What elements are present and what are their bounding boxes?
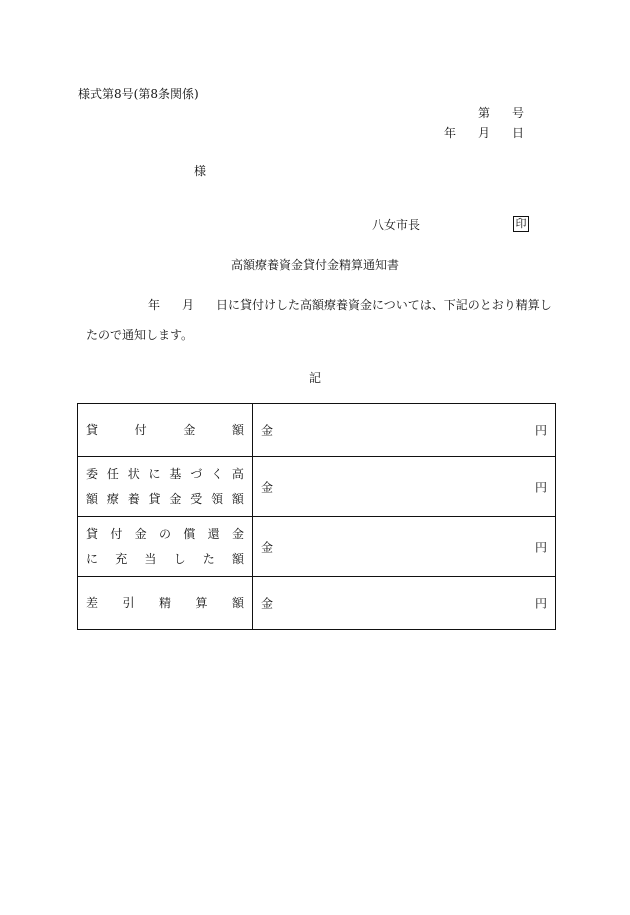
amount-prefix-kin: 金 [261,540,274,554]
amount-prefix-kin: 金 [261,423,274,438]
table-row [78,517,556,577]
row-label-char: に [86,552,99,566]
issue-date-line [444,124,524,141]
row-label-char: く [211,467,224,481]
row-label-char: 金 [231,527,244,541]
row-label-line [78,465,252,483]
amount-unit-yen: 円 [534,596,547,611]
row-label-char: 引 [122,596,135,610]
amount-prefix-kin: 金 [261,596,274,611]
row-label-char: づ [190,467,203,481]
row-amount-cell [253,457,556,517]
amount-unit-yen: 円 [534,540,547,554]
row-label-line [78,550,252,568]
body-year: 年 [148,298,161,312]
row-label-cell [78,404,253,457]
form-number: 様式第8号(第8条関係) [78,87,199,101]
row-label-char: た [202,552,215,566]
addressee-suffix: 様 [194,164,207,178]
doc-number-dai: 第 [478,106,491,120]
amount-prefix-kin: 金 [261,480,274,494]
row-label-line [78,490,252,508]
date-year: 年 [444,126,457,140]
row-label-char: 貸 [86,527,99,541]
row-label-char: 金 [134,527,147,541]
ki-heading: 記 [308,371,321,385]
row-label-char: 精 [158,596,171,610]
document-title: 高額療養資金貸付金精算通知書 [230,258,399,272]
row-label-char: 状 [127,467,140,481]
row-label-char: 基 [169,467,182,481]
amount-unit-yen: 円 [534,480,547,494]
body-text-line-2: たので通知します。 [86,328,194,342]
row-label-char: 額 [231,552,244,566]
row-label-char: 貸 [148,492,161,506]
issuer-name: 八女市長 [372,218,421,232]
row-label-char: 償 [183,527,196,541]
row-amount-cell [253,517,556,577]
body-line1-rest: 日に貸付けした高額療養資金については、下記のとおり精算し [216,298,552,312]
row-label-line [78,525,252,543]
row-label-char: 金 [183,423,196,437]
row-label-line [78,421,252,439]
row-label-char: 額 [231,492,244,506]
row-label-char: し [173,552,186,566]
row-label-cell [78,577,253,630]
row-label-cell [78,457,253,517]
row-label-char: 額 [231,596,244,610]
date-month: 月 [478,126,491,140]
document-number-line [478,104,524,121]
row-label-char: 付 [110,527,123,541]
table-row [78,404,556,457]
seal-mark: 印 [513,216,529,232]
row-label-char: 差 [86,596,99,610]
row-label-char: 高 [231,467,244,481]
row-label-char: 領 [211,492,224,506]
date-day: 日 [512,126,525,140]
row-amount-cell [253,577,556,630]
row-label-char: 当 [144,552,157,566]
row-label-char: 付 [134,423,147,437]
doc-number-go: 号 [512,106,525,120]
settlement-table [77,403,556,630]
body-month: 月 [182,298,195,312]
row-label-char: 養 [127,492,140,506]
table-row [78,577,556,630]
row-label-char: 療 [106,492,119,506]
amount-unit-yen: 円 [534,423,547,438]
row-label-char: 委 [86,467,99,481]
row-amount-cell [253,404,556,457]
row-label-char: 算 [195,596,208,610]
table-row [78,457,556,517]
body-text-line-1 [148,296,552,313]
row-label-char: 貸 [86,423,99,437]
row-label-char: 額 [86,492,99,506]
row-label-char: の [158,527,171,541]
row-label-char: 還 [207,527,220,541]
row-label-char: 額 [231,423,244,437]
row-label-char: 金 [169,492,182,506]
row-label-cell [78,517,253,577]
row-label-char: に [148,467,161,481]
row-label-char: 任 [106,467,119,481]
row-label-char: 充 [115,552,128,566]
row-label-char: 受 [190,492,203,506]
row-label-line [78,594,252,612]
